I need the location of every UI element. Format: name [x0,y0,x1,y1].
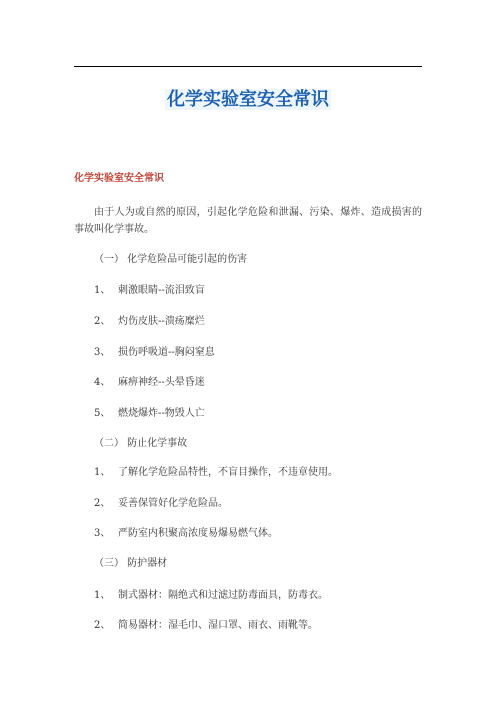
list-item-text: 灼伤皮肤--溃疡糜烂 [118,316,205,327]
header-rule [74,66,422,67]
list-item-text: 了解化学危险品特性，不盲目操作，不违章使用。 [118,467,338,478]
list-item-number: 2、 [94,316,111,327]
subsection-heading-hazards: （一） 化学危险品可能引起的伤害 [94,254,248,265]
list-item-number: 2、 [94,498,111,509]
list-item-number: 5、 [94,408,111,419]
list-item-number: 1、 [94,285,111,296]
list-item-text: 燃烧爆炸--物毁人亡 [118,408,205,419]
list-item-number: 1、 [94,467,111,478]
list-item-number: 3、 [94,347,111,358]
list-item-number: 4、 [94,377,111,388]
list-item-text: 刺激眼睛--流泪致盲 [118,285,205,296]
document-title-text: 化学实验室安全常识 [167,89,329,110]
list-item-text: 妥善保管好化学危险品。 [118,498,228,509]
subsection-heading-equipment: （三） 防护器材 [94,558,168,569]
list-item-text: 制式器材：隔绝式和过滤过防毒面具，防毒衣。 [118,590,328,601]
section-heading: 化学实验室安全常识 [74,173,164,184]
list-item-text: 损伤呼吸道--胸闷窒息 [118,347,215,358]
list-item-text: 简易器材：湿毛巾、湿口罩、雨衣、雨靴等。 [118,620,318,631]
intro-paragraph: 由于人为或自然的原因，引起化学危险和泄漏、污染、爆炸、造成损害的事故叫化学事故。 [74,207,422,235]
list-item-number: 3、 [94,528,111,539]
subsection-heading-prevention: （二） 防止化学事故 [94,438,188,449]
list-item-number: 2、 [94,620,111,631]
list-item-number: 1、 [94,590,111,601]
list-item-text: 麻痹神经--头晕昏迷 [118,377,205,388]
list-item-text: 严防室内积聚高浓度易爆易燃气体。 [118,528,278,539]
document-title [0,89,496,111]
